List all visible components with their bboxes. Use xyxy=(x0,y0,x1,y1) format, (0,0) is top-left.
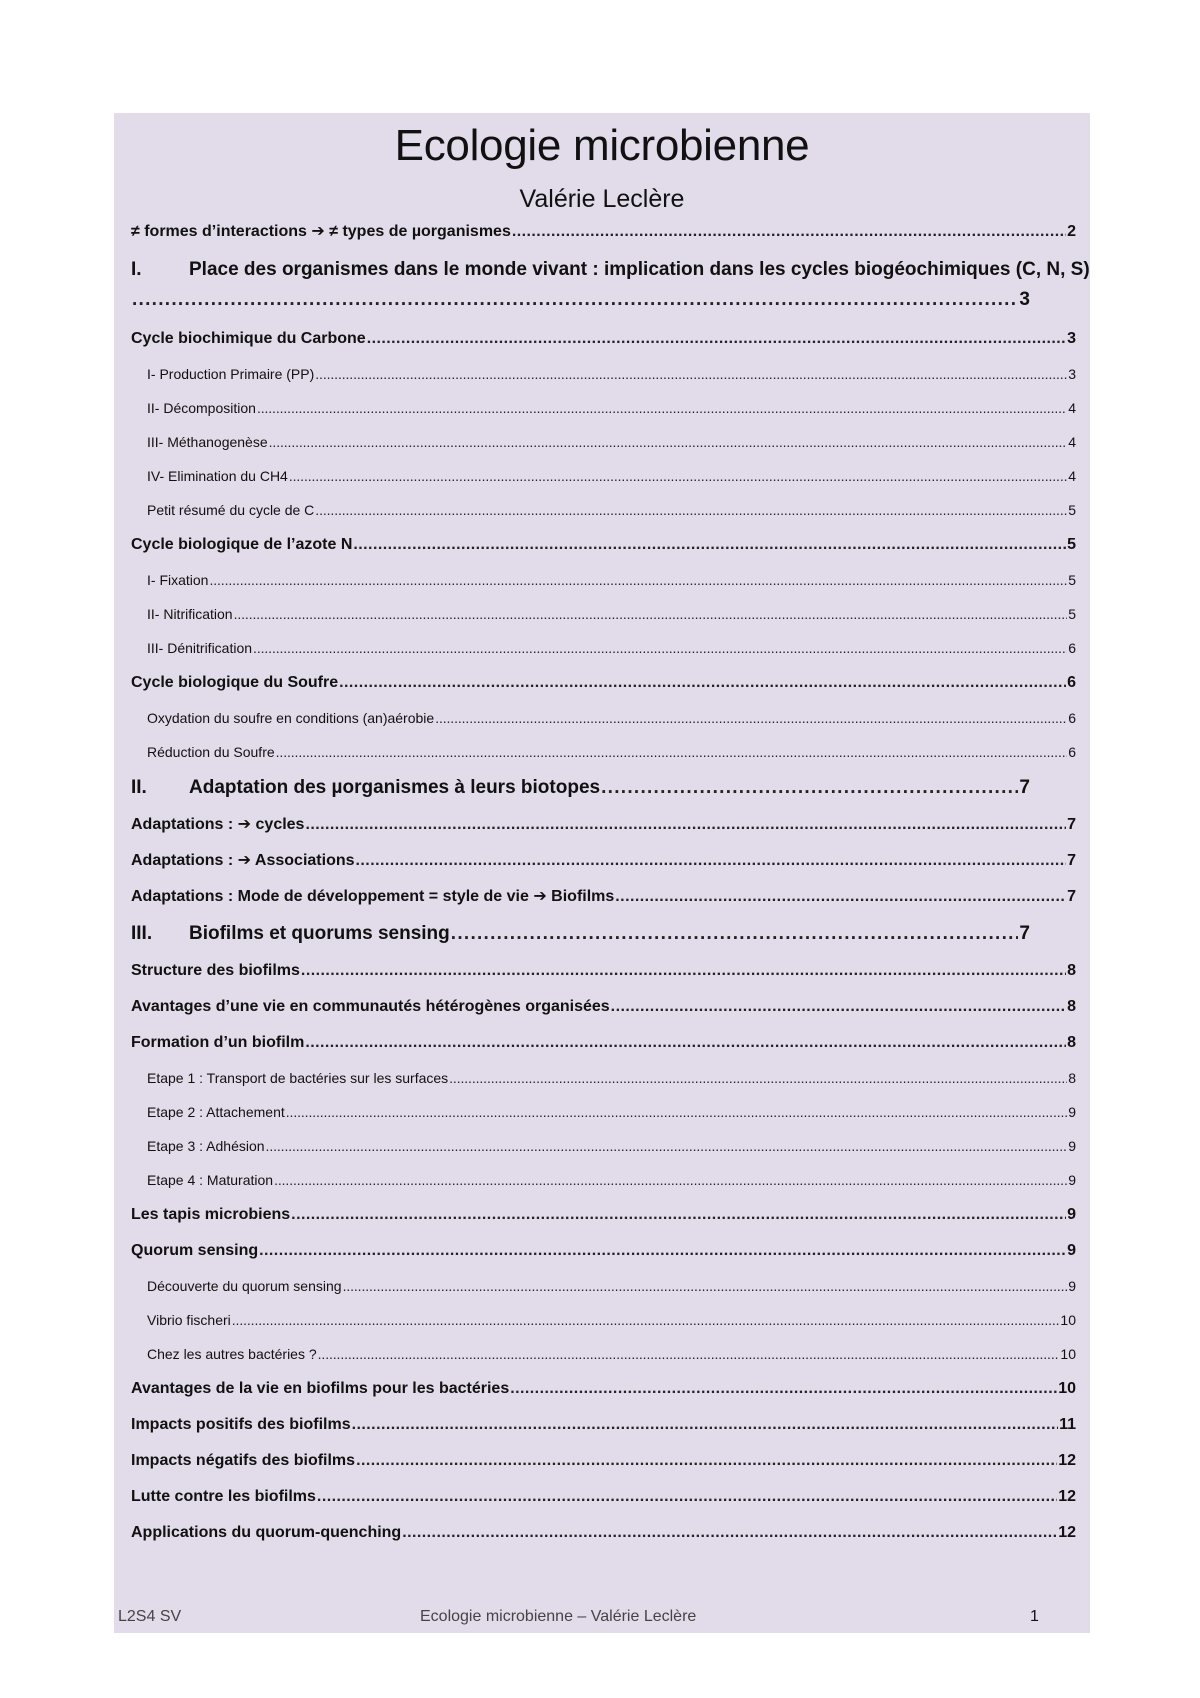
toc-label: Etape 4 : Maturation xyxy=(147,1172,274,1188)
section-number: II. xyxy=(131,777,147,798)
toc-page: 7 xyxy=(1067,888,1076,905)
toc-entry[interactable] xyxy=(114,1479,1090,1515)
toc-label: Cycle biologique de l’azote N xyxy=(131,536,353,553)
toc-label: Adaptations : ➔ Associations xyxy=(131,852,355,869)
toc-leader xyxy=(269,425,1068,459)
document-author: Valérie Leclère xyxy=(519,185,685,213)
toc-label: Découverte du quorum sensing xyxy=(147,1278,342,1294)
toc-page: 6 xyxy=(1068,710,1076,726)
toc-page: 9 xyxy=(1068,1104,1076,1120)
toc-label: Impacts positifs des biofilms xyxy=(131,1416,351,1433)
toc-label: Formation d’un biofilm xyxy=(131,1034,305,1051)
toc-entry[interactable] xyxy=(114,1443,1090,1479)
toc-subentry[interactable] xyxy=(114,1129,1090,1163)
toc-label: Cycle biologique du Soufre xyxy=(131,674,339,691)
toc-leader xyxy=(352,1407,1058,1443)
toc-label: Les tapis microbiens xyxy=(131,1206,291,1223)
toc-label: Oxydation du soufre en conditions (an)aérobie xyxy=(147,710,435,726)
toc-leader xyxy=(305,1025,1066,1061)
toc-page: 3 xyxy=(1068,366,1076,382)
toc-leader xyxy=(274,1163,1067,1197)
toc-label: Place des organismes dans le monde vivant : implication dans les cycles biogéochimiques (C, N, S) xyxy=(189,259,1090,280)
toc-leader xyxy=(339,665,1066,701)
toc-label: Vibrio fischeri xyxy=(147,1312,231,1328)
toc-leader xyxy=(435,701,1067,735)
toc-leader xyxy=(305,807,1066,843)
toc-leader xyxy=(259,1233,1066,1269)
toc-label: Cycle biochimique du Carbone xyxy=(131,330,366,347)
toc-label: Quorum sensing xyxy=(131,1242,259,1259)
toc-page: 12 xyxy=(1058,1488,1076,1505)
toc-label: Structure des biofilms xyxy=(131,962,300,979)
toc-label: Adaptations : Mode de développement = style de vie ➔ Biofilms xyxy=(131,888,615,905)
toc-entry[interactable] xyxy=(114,989,1090,1025)
toc-label: III- Méthanogenèse xyxy=(147,434,268,450)
toc-leader xyxy=(209,563,1067,597)
toc-leader xyxy=(253,631,1067,665)
toc-entry[interactable] xyxy=(114,953,1090,989)
toc-subentry[interactable] xyxy=(114,425,1090,459)
footer-page-number: 1 xyxy=(1030,1608,1039,1625)
toc-page: 9 xyxy=(1068,1138,1076,1154)
toc-section-1[interactable] xyxy=(114,245,1090,321)
toc-page: 8 xyxy=(1067,1034,1076,1051)
toc-leader xyxy=(276,735,1068,769)
toc-subentry[interactable] xyxy=(114,631,1090,665)
toc-section-2[interactable] xyxy=(114,769,1090,807)
toc-leader xyxy=(232,1303,1060,1337)
toc-label: Réduction du Soufre xyxy=(147,744,275,760)
toc-subentry[interactable] xyxy=(114,1303,1090,1337)
toc-page: 7 xyxy=(1067,852,1076,869)
toc-entry[interactable] xyxy=(114,221,1090,245)
toc-page: 6 xyxy=(1068,744,1076,760)
toc-leader xyxy=(356,1443,1057,1479)
toc-entry[interactable] xyxy=(114,321,1090,357)
toc-subentry[interactable] xyxy=(114,1061,1090,1095)
toc-label: II- Décomposition xyxy=(147,400,256,416)
toc-label: II- Nitrification xyxy=(147,606,233,622)
toc-entry[interactable] xyxy=(114,1515,1090,1551)
toc-page: 9 xyxy=(1067,1206,1076,1223)
toc-page: 8 xyxy=(1067,962,1076,979)
toc-entry[interactable] xyxy=(114,807,1090,843)
toc-entry[interactable] xyxy=(114,527,1090,563)
toc-page: 6 xyxy=(1068,640,1076,656)
toc-subentry[interactable] xyxy=(114,1095,1090,1129)
toc-leader xyxy=(318,1337,1060,1371)
toc-subentry[interactable] xyxy=(114,493,1090,527)
toc-label: I- Fixation xyxy=(147,572,209,588)
toc-page: 9 xyxy=(1067,1242,1076,1259)
toc-page: 5 xyxy=(1068,572,1076,588)
toc-section-3[interactable] xyxy=(114,915,1090,953)
toc-leader xyxy=(512,223,1066,241)
toc-page: 12 xyxy=(1058,1452,1076,1469)
toc-page: 3 xyxy=(1067,330,1076,347)
toc-label: Petit résumé du cycle de C xyxy=(147,502,315,518)
toc-page: 7 xyxy=(1019,777,1030,798)
toc-leader xyxy=(286,1095,1067,1129)
toc-entry[interactable] xyxy=(114,1197,1090,1233)
toc-leader xyxy=(234,597,1068,631)
toc-label: Lutte contre les biofilms xyxy=(131,1488,316,1505)
footer-course: L2S4 SV xyxy=(118,1608,182,1625)
toc-entry[interactable] xyxy=(114,879,1090,915)
toc-label: Applications du quorum-quenching xyxy=(131,1524,402,1541)
toc-subentry[interactable] xyxy=(114,1337,1090,1371)
toc-leader xyxy=(367,321,1066,357)
toc-subentry[interactable] xyxy=(114,701,1090,735)
toc-subentry[interactable] xyxy=(114,735,1090,769)
toc-label: Impacts négatifs des biofilms xyxy=(131,1452,356,1469)
toc-subentry[interactable] xyxy=(114,563,1090,597)
page-panel xyxy=(114,113,1090,1633)
toc-leader xyxy=(402,1515,1057,1551)
toc-page: 9 xyxy=(1068,1278,1076,1294)
toc-page: 3 xyxy=(1019,289,1030,310)
table-of-contents xyxy=(114,221,1090,1551)
toc-page: 4 xyxy=(1068,468,1076,484)
toc-page: 6 xyxy=(1067,674,1076,691)
toc-label: I- Production Primaire (PP) xyxy=(147,366,315,382)
toc-label: Adaptations : ➔ cycles xyxy=(131,816,305,833)
toc-leader xyxy=(301,953,1066,989)
toc-entry[interactable] xyxy=(114,1025,1090,1061)
toc-leader xyxy=(266,1129,1068,1163)
toc-subentry[interactable] xyxy=(114,459,1090,493)
toc-leader xyxy=(451,915,1019,953)
toc-page: 4 xyxy=(1068,400,1076,416)
toc-leader xyxy=(510,1371,1057,1407)
toc-subentry[interactable] xyxy=(114,597,1090,631)
toc-label: ≠ formes d’interactions ➔ ≠ types de µorganismes xyxy=(131,223,511,240)
toc-page: 10 xyxy=(1060,1312,1076,1328)
toc-label: Etape 1 : Transport de bactéries sur les surfaces xyxy=(147,1070,449,1086)
toc-subentry[interactable] xyxy=(114,1163,1090,1197)
toc-label: Etape 2 : Attachement xyxy=(147,1104,285,1120)
toc-page: 8 xyxy=(1068,1070,1076,1086)
toc-leader xyxy=(449,1061,1067,1095)
toc-leader xyxy=(601,769,1018,807)
toc-leader xyxy=(615,879,1066,915)
toc-label: Chez les autres bactéries ? xyxy=(147,1346,317,1362)
toc-leader xyxy=(317,1479,1057,1515)
toc-page: 10 xyxy=(1058,1380,1076,1397)
toc-label: Etape 3 : Adhésion xyxy=(147,1138,265,1154)
toc-label: Avantages de la vie en biofilms pour les bactéries xyxy=(131,1380,510,1397)
toc-subentry[interactable] xyxy=(114,391,1090,425)
toc-leader xyxy=(611,989,1066,1025)
toc-leader xyxy=(132,285,1018,315)
toc-label: IV- Elimination du CH4 xyxy=(147,468,288,484)
toc-entry[interactable] xyxy=(114,1233,1090,1269)
toc-page: 2 xyxy=(1067,223,1076,240)
toc-subentry[interactable] xyxy=(114,1269,1090,1303)
toc-page: 4 xyxy=(1068,434,1076,450)
toc-page: 10 xyxy=(1060,1346,1076,1362)
toc-entry[interactable] xyxy=(114,843,1090,879)
toc-page: 7 xyxy=(1019,923,1030,944)
toc-entry[interactable] xyxy=(114,1371,1090,1407)
section-number: I. xyxy=(131,259,142,280)
toc-entry[interactable] xyxy=(114,665,1090,701)
toc-entry[interactable] xyxy=(114,1407,1090,1443)
toc-leader xyxy=(315,493,1067,527)
toc-page: 5 xyxy=(1067,536,1076,553)
toc-page: 5 xyxy=(1068,502,1076,518)
toc-leader xyxy=(353,527,1066,563)
toc-subentry[interactable] xyxy=(114,357,1090,391)
toc-leader xyxy=(356,843,1067,879)
page-footer xyxy=(0,1608,1200,1638)
toc-label: III- Dénitrification xyxy=(147,640,253,656)
toc-leader xyxy=(257,391,1067,425)
toc-leader xyxy=(343,1269,1068,1303)
toc-label: Adaptation des µorganismes à leurs biotopes xyxy=(189,777,601,798)
footer-title: Ecologie microbienne – Valérie Leclère xyxy=(420,1608,697,1625)
toc-page: 5 xyxy=(1068,606,1076,622)
toc-leader xyxy=(289,459,1067,493)
toc-leader xyxy=(315,357,1067,391)
toc-page: 12 xyxy=(1058,1524,1076,1541)
toc-page: 9 xyxy=(1068,1172,1076,1188)
section-number: III. xyxy=(131,923,153,944)
document-title: Ecologie microbienne xyxy=(394,121,810,170)
toc-page: 11 xyxy=(1059,1416,1076,1433)
toc-leader xyxy=(291,1197,1066,1233)
toc-label: Avantages d’une vie en communautés hétérogènes organisées xyxy=(131,998,610,1015)
toc-page: 8 xyxy=(1067,998,1076,1015)
toc-label: Biofilms et quorums sensing xyxy=(189,923,450,944)
toc-page: 7 xyxy=(1067,816,1076,833)
